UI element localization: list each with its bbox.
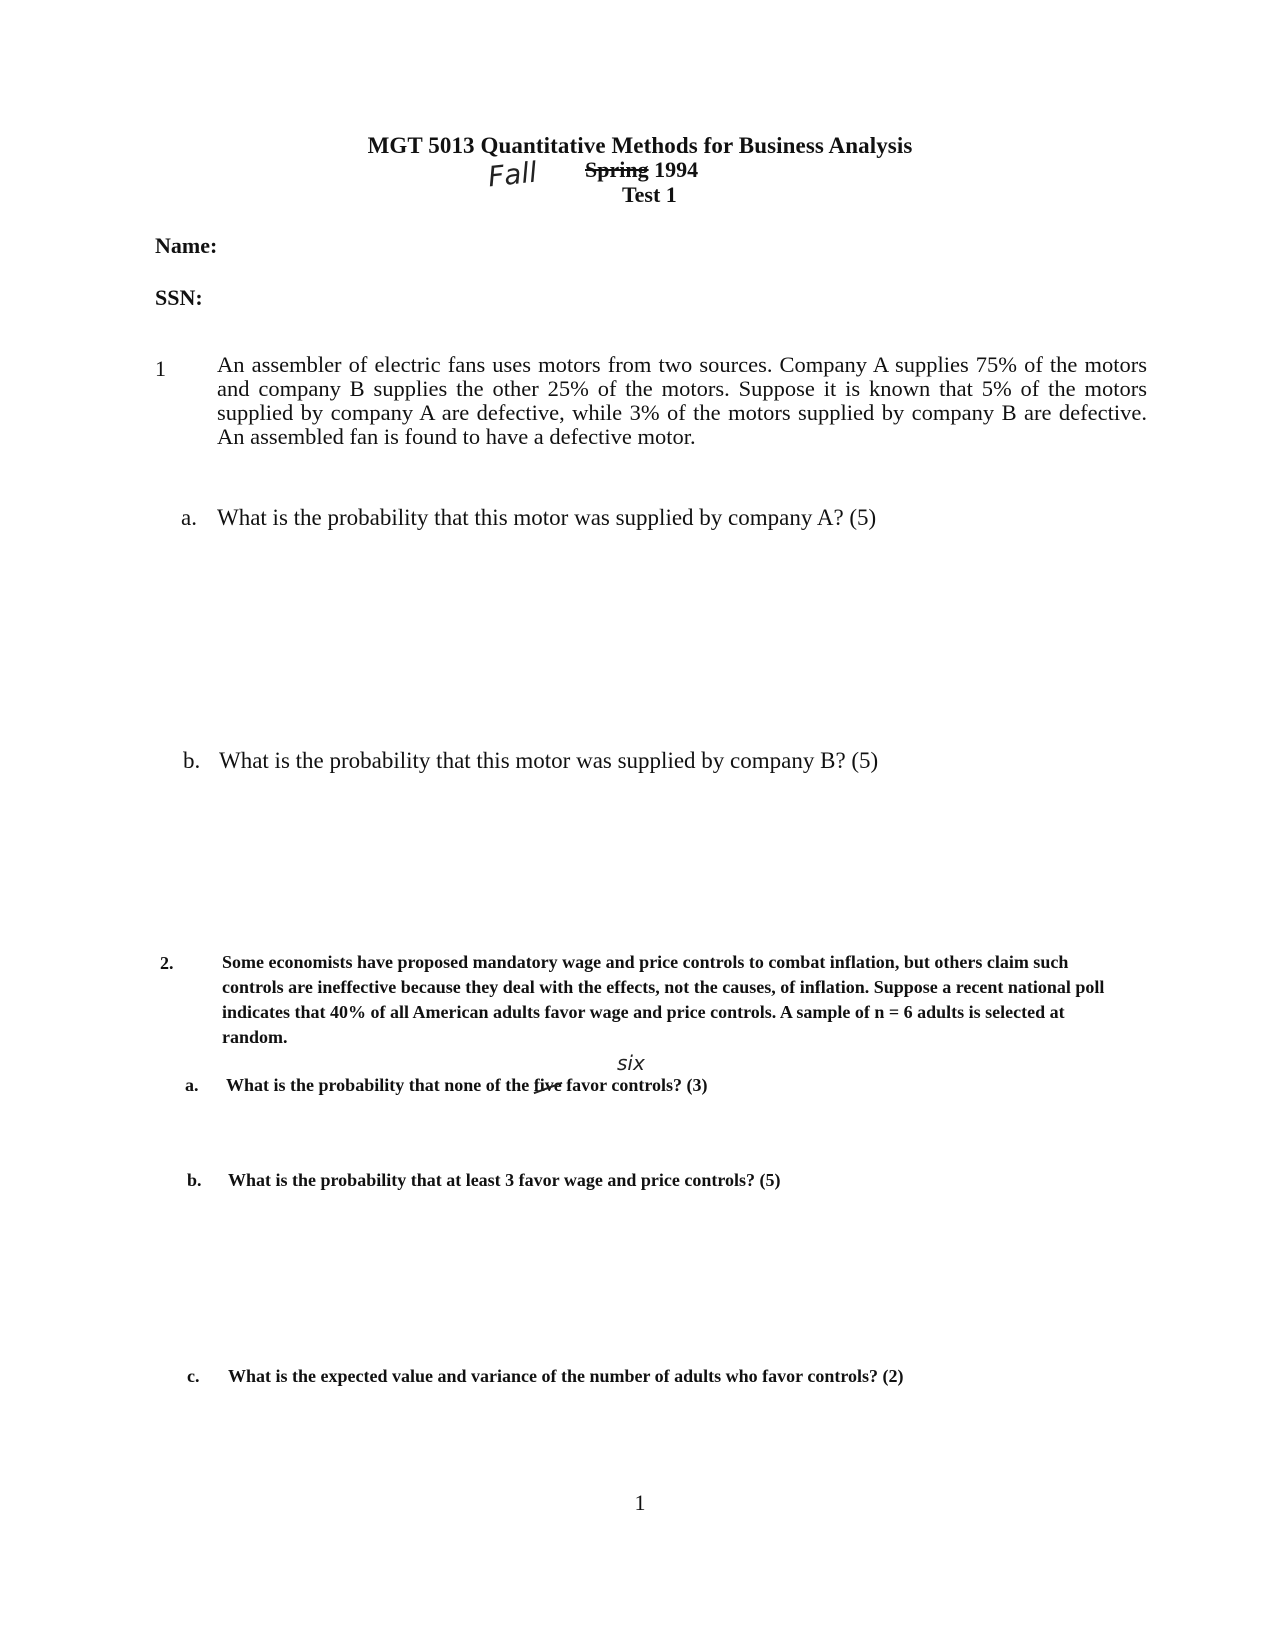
struck-word: five [533, 1075, 562, 1095]
question-1-text: An assembler of electric fans uses motors from two sources. Company A supplies 75% of the motors and company B supplies the other 25% of the motors. Suppose it is known that 5% of the motors supplied by company A are defective, while 3% of the motors supplied by company B are defective. An assembled fan is found to have a defective motor. [217, 352, 1147, 449]
question-1a-text: What is the probability that this motor was supplied by company A? (5) [217, 505, 877, 530]
question-2-text: Some economists have proposed mandatory wage and price controls to combat inflation, but others claim such controls are ineffective because they deal with the effects, not the causes, of inflation. Suppose a recent national poll indicates that 40% of all American adults favor wage and price controls. A sample of n = 6 adults is selected at random. [222, 952, 1105, 1047]
question-2a-text-before: What is the probability that none of the [226, 1075, 530, 1095]
term-line [585, 157, 698, 183]
question-1b-label: b. [183, 748, 201, 773]
handwritten-term: Fall [486, 155, 539, 194]
question-1-number: 1 [155, 356, 166, 381]
question-2a-text-after: favor controls? (3) [566, 1075, 708, 1095]
ssn-label: SSN: [155, 285, 203, 310]
question-2b-label: b. [187, 1170, 202, 1190]
question-2b-text: What is the probability that at least 3 favor wage and price controls? (5) [228, 1170, 781, 1190]
test-label: Test 1 [622, 182, 677, 207]
term-year: 1994 [654, 157, 699, 182]
question-2a-label: a. [185, 1075, 199, 1095]
question-2a-text [226, 1075, 708, 1096]
question-1a-label: a. [181, 505, 197, 530]
page-number: 1 [634, 1490, 646, 1515]
question-2c-text: What is the expected value and variance of the number of adults who favor controls? (2) [228, 1366, 904, 1386]
question-2c-label: c. [187, 1366, 200, 1386]
course-title: MGT 5013 Quantitative Methods for Business Analysis [367, 133, 913, 158]
question-1b-text: What is the probability that this motor was supplied by company B? (5) [219, 748, 879, 773]
name-label: Name: [155, 233, 218, 258]
question-2-number: 2. [160, 953, 174, 973]
handwritten-correction: six [617, 1051, 645, 1075]
struck-term: Spring [585, 157, 649, 182]
